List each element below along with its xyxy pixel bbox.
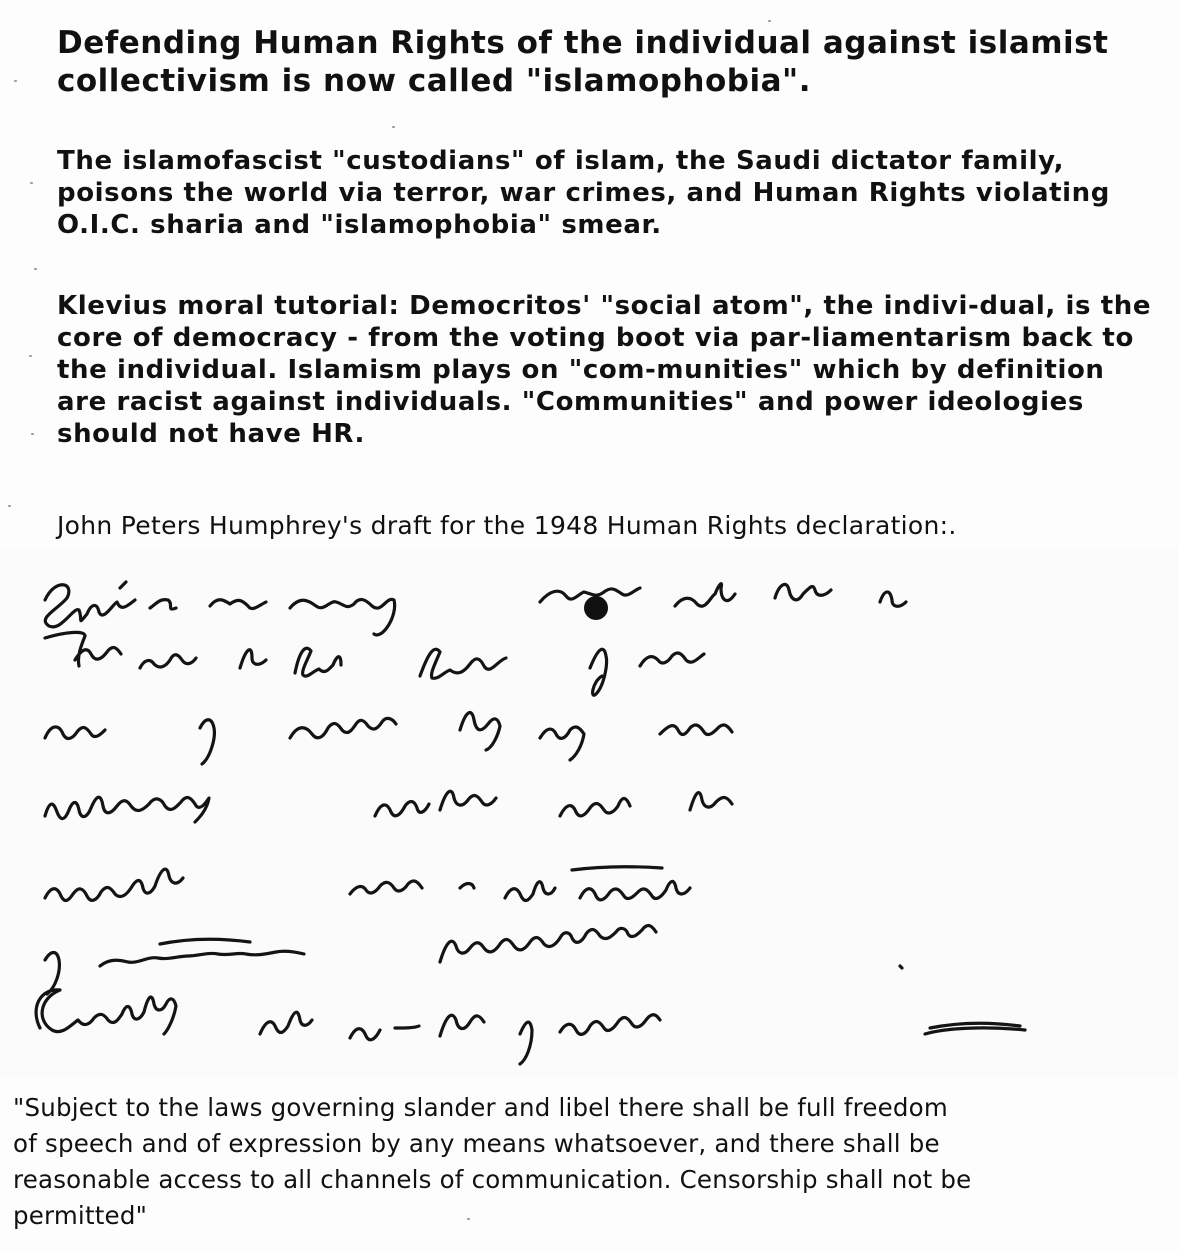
- transcription-quote: "Subject to the laws governing slander and libel there shall be full freedom of speech and of expression by any means whatsoever, and there shall be reasonable access to all channels of communication. Censorship shall not be permitted": [13, 1093, 972, 1230]
- hand-line-3: [45, 713, 732, 764]
- hand-line-6: [45, 926, 902, 994]
- page-heading: Defending Human Rights of the individual against islamist collectivism is now called "islamophobia".: [57, 25, 1109, 99]
- hand-line-4: [45, 791, 732, 822]
- hand-line-1: [45, 582, 906, 635]
- hand-line-2: [45, 632, 704, 695]
- handwriting-strokes: [36, 582, 1025, 1064]
- hand-line-5: [45, 867, 690, 901]
- draft-caption: John Peters Humphrey's draft for the 1948 Human Rights declaration:.: [57, 511, 957, 540]
- hand-line-7: [36, 990, 1025, 1064]
- handwriting-svg: [0, 548, 1179, 1078]
- saudi-paragraph: The islamofascist "custodians" of islam, the Saudi dictator family, poisons the world via terror, war crimes, and Human Rights violating O.I.C. sharia and "islamophobia" smear.: [57, 146, 1110, 240]
- klevius-tutorial-paragraph: Klevius moral tutorial: Democritos' "social atom", the indivi-dual, is the core of democracy - from the voting boot via par-liamentarism back to the individual. Islamism plays on "com-munities" which by definition are racist against individuals. "Communities" and power ideologies should not have HR.: [57, 291, 1152, 449]
- handwritten-draft-image: [0, 548, 1179, 1078]
